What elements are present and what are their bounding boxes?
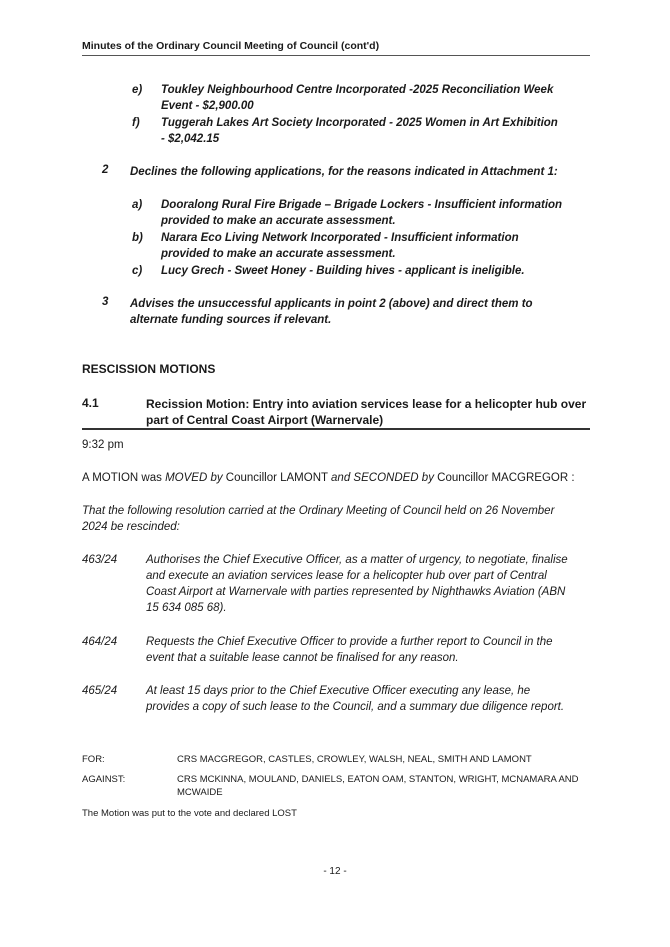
list-item: Tuggerah Lakes Art Society Incorporated - 2025 Women in Art Exhibition - $2,042.15 [161, 117, 558, 145]
page-number: - 12 - [323, 866, 347, 877]
resolution-text: Requests the Chief Executive Officer to provide a further report to Council in the event that a suitable lease cannot be finalised for any reason. [146, 636, 553, 664]
vote-against-label: AGAINST: [82, 774, 126, 785]
point-text: Advises the unsuccessful applicants in point 2 (above) and direct them to alternate funding sources if relevant. [130, 298, 533, 326]
point-number: 2 [102, 164, 109, 176]
point-text: Declines the following applications, for the reasons indicated in Attachment 1: [130, 166, 558, 178]
page-header: Minutes of the Ordinary Council Meeting of Council (cont'd) [82, 40, 590, 56]
list-item-label: b) [132, 232, 143, 244]
resolution-id: 464/24 [82, 636, 118, 648]
resolution-text: Authorises the Chief Executive Officer, as a matter of urgency, to negotiate, finalise and execute an aviation services lease for a helicopter hub over part of Central Coast Airport at Warnervale with parties represented by Nighthawks Aviation (ABN 15 634 085 68). [146, 554, 568, 614]
list-item: Lucy Grech - Sweet Honey - Building hives - applicant is ineligible. [161, 265, 525, 277]
vote-result: The Motion was put to the vote and declared LOST [82, 808, 297, 819]
list-item-label: c) [132, 265, 143, 277]
list-item-label: e) [132, 84, 143, 96]
item-title: Recission Motion: Entry into aviation services lease for a helicopter hub over part of Central Coast Airport (Warnervale) [146, 397, 587, 427]
resolution-id: 463/24 [82, 554, 118, 566]
meeting-time: 9:32 pm [82, 439, 124, 451]
vote-against-names: CRS MCKINNA, MOULAND, DANIELS, EATON OAM, STANTON, WRIGHT, MCNAMARA AND MCWAIDE [177, 774, 579, 798]
motion-line: A MOTION was MOVED by Councillor LAMONT and SECONDED by Councillor MACGREGOR : [82, 472, 575, 484]
list-item: Toukley Neighbourhood Centre Incorporated -2025 Reconciliation Week Event - $2,900.00 [161, 84, 554, 112]
resolution-id: 465/24 [82, 685, 118, 697]
list-item-label: a) [132, 199, 143, 211]
item-number: 4.1 [82, 396, 99, 410]
title-rule [82, 428, 590, 430]
resolution-text: At least 15 days prior to the Chief Executive Officer executing any lease, he provides a copy of such lease to the Council, and a summary due diligence report. [146, 685, 565, 713]
list-item-label: f) [132, 117, 140, 129]
section-heading: RESCISSION MOTIONS [82, 362, 216, 376]
list-item: Dooralong Rural Fire Brigade – Brigade Lockers - Insufficient information provided to make an accurate assessment. [161, 199, 563, 227]
vote-for-label: FOR: [82, 754, 105, 765]
vote-for-names: CRS MACGREGOR, CASTLES, CROWLEY, WALSH, NEAL, SMITH AND LAMONT [177, 754, 532, 765]
list-item: Narara Eco Living Network Incorporated - Insufficient information provided to make an accurate assessment. [161, 232, 519, 260]
point-number: 3 [102, 296, 109, 308]
rescind-intro: That the following resolution carried at the Ordinary Meeting of Council held on 26 November 2024 be rescinded: [82, 505, 555, 533]
